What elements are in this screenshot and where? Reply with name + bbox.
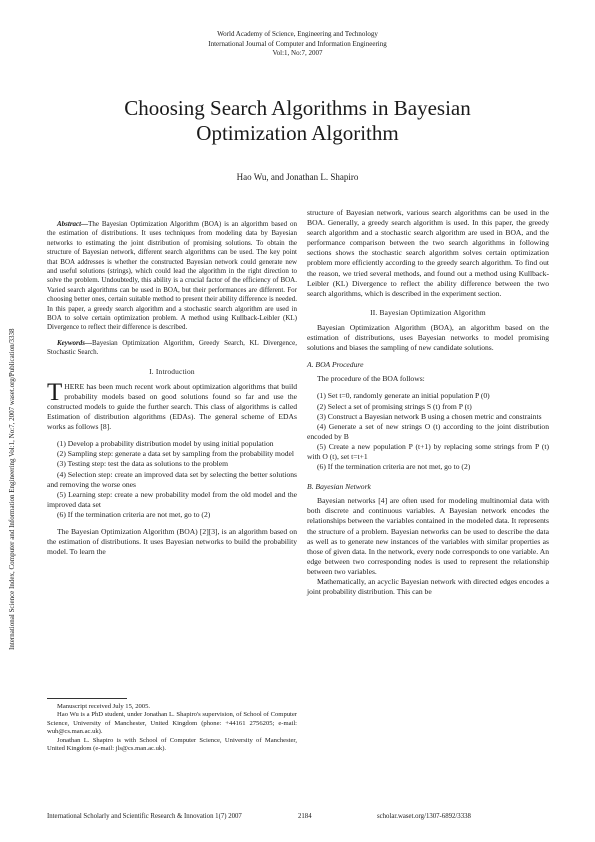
abstract xyxy=(47,220,297,333)
header-line-1: World Academy of Science, Engineering and Technology xyxy=(217,30,378,38)
footnote-author-1: Hao Wu is a PhD student, under Jonathan L. Shapiro's supervision, of School of Computer Science, University of Manchester, United Kingdom (phone: +44161 2756205; e-mail: wuh@cs.man.ac.uk). xyxy=(47,711,297,736)
journal-header xyxy=(0,30,595,59)
boa-step-2: (2) Select a set of promising strings S (t) from P (t) xyxy=(317,401,472,411)
title-line-2: Optimization Algorithm xyxy=(196,121,399,145)
eda-step-3: (3) Testing step: test the data as solutions to the problem xyxy=(57,459,229,469)
boa-step-4: (4) Generate a set of new strings O (t) according to the joint distribution encoded by B xyxy=(307,421,549,441)
subsection-heading-procedure: A. BOA Procedure xyxy=(307,360,364,370)
keywords-text: Bayesian Optimization Algorithm, Greedy Search, KL Divergence, Stochastic Search. xyxy=(47,338,297,357)
authors: Hao Wu, and Jonathan L. Shapiro xyxy=(236,172,359,182)
boa-step-5: (5) Create a new population P (t+1) by replacing some strings from P (t) with O (t), set t=t+1 xyxy=(307,441,549,461)
abstract-text: The Bayesian Optimization Algorithm (BOA) is an algorithm based on the estimation of distributions. It uses techniques from modeling data by Bayesian networks to estimating the joint distribution of promising solutions. To obtain the structure of Bayesian network, different search algorithms can be used. The key point that BOA addresses is whether the constructed Bayesian network could generate new and useful solutions (strings), which could lead the algorithm in the right direction to solve the problem. Undoubtedly, this ability is a crucial factor of the efficiency of BOA. Varied search algorithms can be used in BOA, but their performances are different. For choosing better ones, certain suitable method to present their ability difference is needed. In this paper, a greedy search algorithm and a stochastic search algorithm are used in BOA to solve certain optimization problem. A method using Kullback-Leibler (KL) Divergence to reflect their difference is described. xyxy=(47,220,297,332)
subsection-heading-bayesian-network: B. Bayesian Network xyxy=(307,482,371,492)
abstract-label: Abstract— xyxy=(57,220,89,228)
eda-step-1: (1) Develop a probability distribution model by using initial population xyxy=(57,439,274,449)
keywords xyxy=(47,339,297,358)
eda-step-6: (6) If the termination criteria are not met, go to (2) xyxy=(57,509,211,519)
right-column xyxy=(307,208,549,597)
footer-url: scholar.waset.org/1307-6892/3338 xyxy=(377,813,471,820)
boa-step-1: (1) Set t=0, randomly generate an initial population P (0) xyxy=(317,391,490,401)
boa-step-3: (3) Construct a Bayesian network B using a chosen metric and constraints xyxy=(317,411,542,421)
paper-title xyxy=(60,96,535,146)
intro-text: HERE has been much recent work about optimization algorithms that build probability models based on good solutions found so far and use the constructed models to guide the further search. This class of algorithms is called Estimation of distribution algorithms (EDAs). The general scheme of EDAs works as follows [8]. xyxy=(47,381,297,432)
left-column xyxy=(47,220,297,557)
boa-step-6: (6) If the termination criteria are not met, go to (2) xyxy=(317,462,471,472)
footer-page-number: 2184 xyxy=(298,813,312,820)
procedure-intro: The procedure of the BOA follows: xyxy=(317,374,425,384)
header-line-2: International Journal of Computer and Information Engineering xyxy=(208,39,387,48)
right-continuation: structure of Bayesian network, various search algorithms can be used in the BOA. Generally, a greedy search algorithm is used. In this paper, the greedy search algorithm and a stochastic search algorithm are used in BOA, and the performance comparison between the two search algorithms in following sections shows the stochastic search algorithm solves certain optimization problem more efficiently according to the greedy search algorithm. To find out the reason, we tried several methods, and found out a method using Kullback-Leibler (KL) Divergence to reflect the ability difference between the two search algorithms, which is described in the experiment section. xyxy=(307,208,549,298)
footnote-author-2: Jonathan L. Shapiro is with School of Computer Science, University of Manchester, United Kingdom (e-mail: jls@cs.man.ac.uk). xyxy=(47,736,297,753)
footnotes xyxy=(47,698,297,753)
eda-step-4: (4) Selection step: create an improved data set by selecting the better solutions and removing the worse ones xyxy=(47,469,297,489)
boa-intro: Bayesian Optimization Algorithm (BOA), an algorithm based on the estimation of distributions, uses Bayesian networks to model promising solutions and biases the sampling of new candidate solutions. xyxy=(307,322,549,353)
footnote-rule xyxy=(47,698,127,699)
footer-journal: International Scholarly and Scientific Research & Innovation 1(7) 2007 xyxy=(47,813,242,820)
eda-step-5: (5) Learning step: create a new probability model from the old model and the improved data set xyxy=(47,489,297,509)
header-line-3: Vol:1, No:7, 2007 xyxy=(272,49,323,57)
bayesian-network-paragraph-1: Bayesian networks [4] are often used for modeling multinomial data with both discrete and continuous variables. A Bayesian network encodes the relationships between the variables contained in the modeled data. It represents the structure of a problem. Bayesian networks can be used to describe the data as well as to generate new instances of the variables with similar properties as those of given data. In the network, every node corresponds to one variable. An edge between two corresponding nodes is used to represent the relationship between two variables. xyxy=(307,496,549,576)
eda-step-2: (2) Sampling step: generate a data set by sampling from the probability model xyxy=(57,449,295,459)
section-heading-boa: II. Bayesian Optimization Algorithm xyxy=(370,307,486,317)
title-line-1: Choosing Search Algorithms in Bayesian xyxy=(124,96,471,120)
section-heading-introduction: I. Introduction xyxy=(149,366,195,376)
intro-paragraph-2: The Bayesian Optimization Algorithm (BOA) [2][3], is an algorithm based on the estimation of distributions. It uses Bayesian networks to build the probability model. To learn the xyxy=(47,527,297,557)
intro-paragraph xyxy=(47,378,297,432)
drop-cap: T xyxy=(47,378,63,406)
bayesian-network-paragraph-2: Mathematically, an acyclic Bayesian network with directed edges encodes a joint probability distribution. This can be xyxy=(307,577,549,597)
footnote-received: Manuscript received July 15, 2005. xyxy=(57,703,151,710)
keywords-label: Keywords— xyxy=(57,338,92,347)
sidebar-index-text: International Science Index, Computer and Information Engineering Vol:1, No:7, 2007 waset.org/Publication/3338 xyxy=(8,328,16,650)
